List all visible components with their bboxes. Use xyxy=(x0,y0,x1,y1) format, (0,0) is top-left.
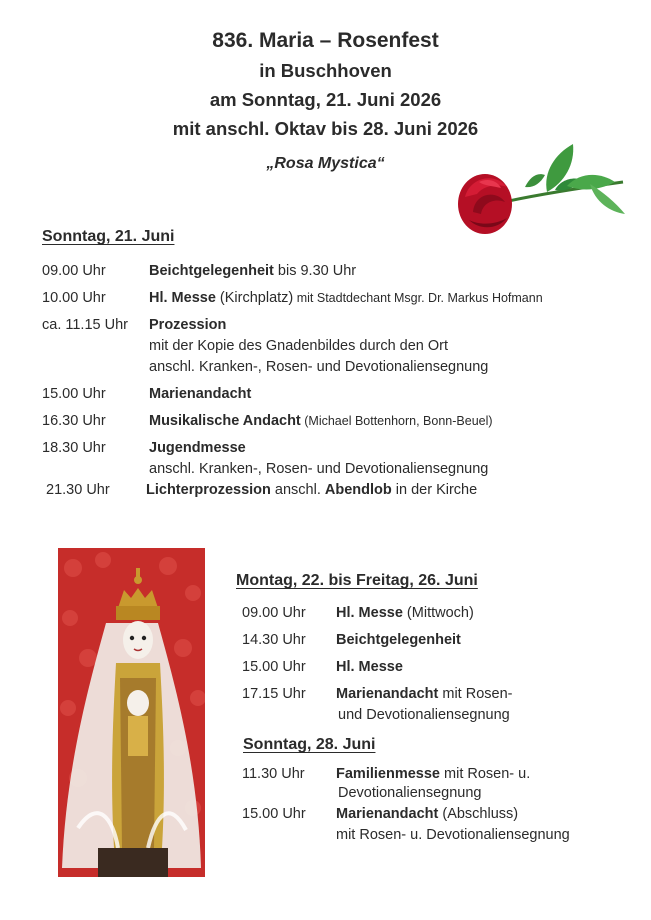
item-time: 15.00 Uhr xyxy=(242,806,306,822)
item-time: 17.15 Uhr xyxy=(242,686,306,702)
item-description xyxy=(149,411,493,431)
event-motto: „Rosa Mystica“ xyxy=(266,155,385,172)
item-time: 18.30 Uhr xyxy=(42,440,106,456)
item-title: Hl. Messe xyxy=(336,605,403,621)
item-title: Lichterprozession xyxy=(146,482,271,498)
item-title: Prozession xyxy=(149,317,227,333)
item-detail: (Kirchplatz) xyxy=(215,290,294,306)
item-detail: anschl. Kranken-, Rosen- und Devotionaliensegnung xyxy=(149,461,489,477)
item-title: Hl. Messe xyxy=(336,659,403,675)
item-detail: und Devotionaliensegnung xyxy=(338,707,510,723)
list-item xyxy=(42,438,602,480)
item-detail: (Abschluss) xyxy=(438,806,519,822)
item-detail: anschl. Kranken-, Rosen- und Devotionaliensegnung xyxy=(149,359,489,375)
item-detail: anschl. xyxy=(270,482,325,498)
item-time: 10.00 Uhr xyxy=(42,290,106,306)
item-description xyxy=(336,603,474,623)
item-title: Musikalische Andacht xyxy=(149,413,301,429)
item-time: 21.30 Uhr xyxy=(46,482,110,498)
item-detail: mit Rosen- u. xyxy=(439,766,531,782)
event-octave: mit anschl. Oktav bis 28. Juni 2026 xyxy=(172,118,479,139)
item-detail: Devotionaliensegnung xyxy=(338,785,482,801)
item-description xyxy=(336,684,512,704)
item-title: Marienandacht xyxy=(149,386,252,402)
item-description xyxy=(149,261,356,281)
item-title: Marienandacht xyxy=(336,806,439,822)
list-item xyxy=(242,684,622,726)
rose-icon xyxy=(455,142,630,237)
item-time: 15.00 Uhr xyxy=(242,659,306,675)
item-note: mit Stadtdechant Msgr. Dr. Markus Hofmann xyxy=(293,291,543,305)
list-item xyxy=(42,315,602,377)
item-time: 09.00 Uhr xyxy=(242,605,306,621)
item-description xyxy=(336,764,530,784)
item-description xyxy=(149,288,543,308)
item-time: 11.30 Uhr xyxy=(242,766,305,782)
item-title: Familienmesse xyxy=(336,766,440,782)
item-detail: (Mittwoch) xyxy=(402,605,474,621)
item-title: Beichtgelegenheit xyxy=(149,263,274,279)
section-heading-sunday-28: Sonntag, 28. Juni xyxy=(243,736,376,753)
item-time: 15.00 Uhr xyxy=(42,386,106,402)
item-detail: mit Rosen- u. Devotionaliensegnung xyxy=(336,827,570,843)
item-note: (Michael Bottenhorn, Bonn-Beuel) xyxy=(300,414,493,428)
list-item xyxy=(242,804,632,846)
item-time: 14.30 Uhr xyxy=(242,632,306,648)
item-detail: mit der Kopie des Gnadenbildes durch den Ort xyxy=(149,338,449,354)
item-title: Abendlob xyxy=(324,482,392,498)
item-time: ca. 11.15 Uhr xyxy=(42,317,128,333)
item-time: 09.00 Uhr xyxy=(42,263,106,279)
item-title: Jugendmesse xyxy=(149,440,246,456)
item-detail: bis 9.30 Uhr xyxy=(273,263,357,279)
item-description xyxy=(336,804,518,824)
item-title: Beichtgelegenheit xyxy=(336,632,461,648)
item-detail: in der Kirche xyxy=(391,482,478,498)
item-title: Hl. Messe xyxy=(149,290,216,306)
event-location: in Buschhoven xyxy=(259,60,392,81)
item-detail: mit Rosen- xyxy=(438,686,513,702)
item-title: Marienandacht xyxy=(336,686,439,702)
item-description xyxy=(146,480,477,500)
event-title: 836. Maria – Rosenfest xyxy=(212,29,439,52)
event-date: am Sonntag, 21. Juni 2026 xyxy=(209,89,442,110)
list-item xyxy=(242,764,622,806)
section-heading-weekdays: Montag, 22. bis Freitag, 26. Juni xyxy=(236,572,478,589)
madonna-image xyxy=(58,548,205,877)
section-heading-sunday-21: Sonntag, 21. Juni xyxy=(42,228,175,245)
item-time: 16.30 Uhr xyxy=(42,413,106,429)
